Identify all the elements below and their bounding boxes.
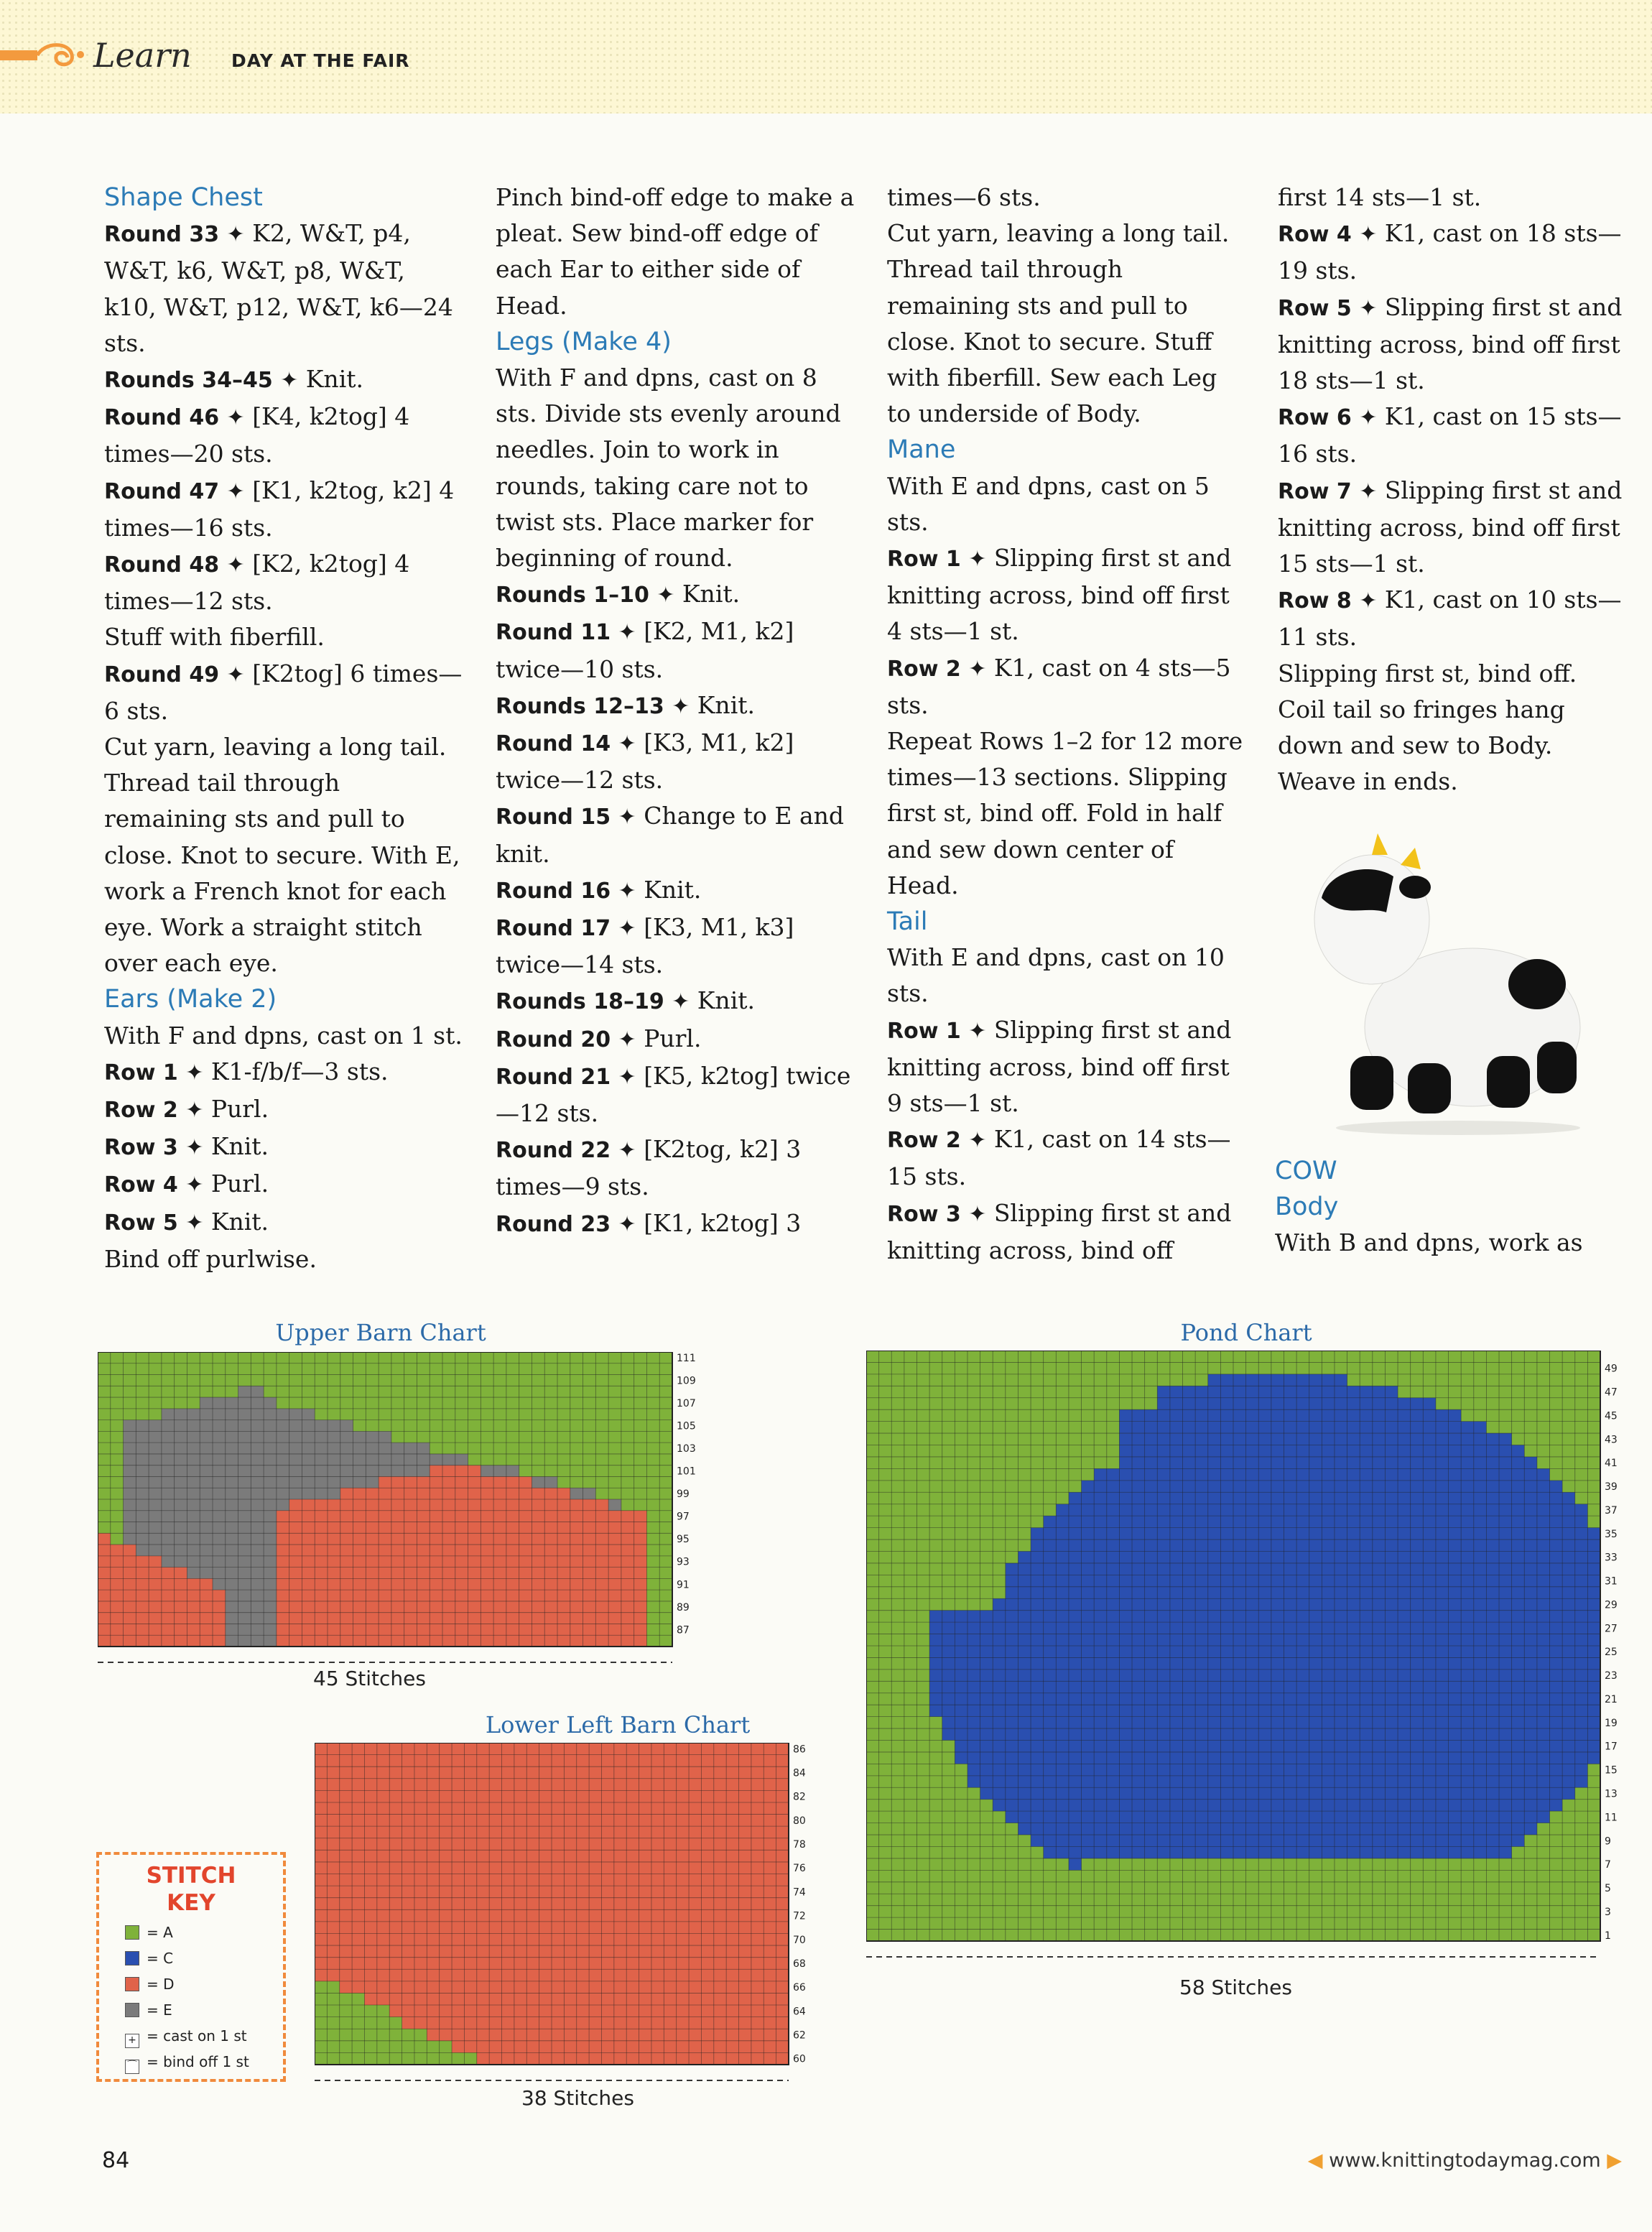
instruction-rounds-18-19: Rounds 18–19 ✦ Knit.	[496, 986, 755, 1015]
instruction-tail-end: Slipping first st, bind off. Coil tail so fringes hang down and sew to Body. Weave in ends.	[1278, 659, 1577, 796]
instruction-leg-finish: Cut yarn, leaving a long tail. Thread tail through remaining sts and pull to close. Knot to secure. Stuff with fiberfill. Sew each Leg to underside of Body.	[887, 219, 1230, 428]
row-label: 45	[1605, 1410, 1618, 1422]
row-label: 21	[1605, 1693, 1618, 1705]
row-label: 39	[1605, 1481, 1618, 1494]
row-label: 68	[793, 1958, 806, 1970]
instruction-tail-row-6: Row 6 ✦ K1, cast on 15 sts—16 sts.	[1278, 402, 1622, 468]
row-label: 49	[1605, 1363, 1618, 1375]
row-label: 31	[1605, 1575, 1618, 1588]
page-header	[0, 0, 1652, 114]
lower-left-barn-chart	[315, 1743, 832, 2095]
row-label: 17	[1605, 1741, 1618, 1753]
instruction-body-cast: With B and dpns, work as	[1275, 1228, 1583, 1257]
row-label: 93	[677, 1556, 690, 1568]
row-label: 109	[677, 1375, 696, 1387]
instruction-first-14: first 14 sts—1 st.	[1278, 183, 1482, 211]
instruction-tail-row-1: Row 1 ✦ Slipping first st and knitting across, bind off first 9 sts—1 st.	[887, 1015, 1232, 1118]
row-label: 27	[1605, 1623, 1618, 1635]
pond-chart	[866, 1351, 1639, 1983]
row-label: 37	[1605, 1504, 1618, 1516]
instruction-round-15: Round 15 ✦ Change to E and knit.	[496, 802, 845, 868]
pond-chart-title: Pond Chart	[1180, 1319, 1312, 1346]
instruction-row-1: Row 1 ✦ K1-f/b/f—3 sts.	[104, 1057, 389, 1085]
row-label: 95	[677, 1534, 690, 1546]
row-label: 62	[793, 2029, 806, 2042]
text-column-3	[887, 180, 1246, 1269]
instruction-legs-cast: With F and dpns, cast on 8 sts. Divide sts evenly around needles. Join to work in rounds, taking care not to twist sts. Place marker for beginning of round.	[496, 363, 841, 573]
instruction-finish-head: Cut yarn, leaving a long tail. Thread tail through remaining sts and pull to close. Knot to secure. With E, work a French knot for each eye. Work a straight stitch over each eye.	[104, 733, 460, 978]
row-label: 19	[1605, 1717, 1618, 1729]
text-column-4	[1278, 180, 1623, 800]
instruction-ears-cast: With F and dpns, cast on 1 st.	[104, 1021, 463, 1050]
upper-barn-stitch-count: 45 Stitches	[309, 1667, 430, 1690]
key-item-e: = E	[125, 2001, 172, 2019]
instruction-round-11: Round 11 ✦ [K2, M1, k2] twice—10 sts.	[496, 617, 794, 683]
row-label: 101	[677, 1465, 696, 1478]
instruction-tail-row-7: Row 7 ✦ Slipping first st and knitting across, bind off first 15 sts—1 st.	[1278, 476, 1623, 578]
instruction-bindoff: Bind off purlwise.	[104, 1244, 317, 1273]
row-label: 78	[793, 1839, 806, 1851]
row-label: 82	[793, 1791, 806, 1803]
instruction-row-5: Row 5 ✦ Knit.	[104, 1207, 269, 1236]
article-title: DAY AT THE FAIR	[231, 50, 410, 71]
instruction-round-16: Round 16 ✦ Knit.	[496, 875, 702, 904]
knitted-cow-photo	[1307, 819, 1609, 1135]
row-label: 103	[677, 1443, 696, 1455]
row-label: 89	[677, 1601, 690, 1613]
instruction-round-21: Round 21 ✦ [K5, k2tog] twice—12 sts.	[496, 1061, 851, 1128]
instruction-round-33: Round 33 ✦ K2, W&T, p4, W&T, k6, W&T, p8, W&T, k10, W&T, p12, W&T, k6—24 sts.	[104, 219, 453, 357]
row-label: 43	[1605, 1434, 1618, 1446]
instruction-round-22: Round 22 ✦ [K2tog, k2] 3 times—9 sts.	[496, 1135, 802, 1201]
row-label: 72	[793, 1910, 806, 1922]
cast-on-symbol-icon: +	[125, 2034, 139, 2048]
row-label: 64	[793, 2006, 806, 2018]
arrow-left-icon: ◀	[1307, 2149, 1330, 2172]
page-number: 84	[102, 2148, 130, 2173]
row-label: 3	[1605, 1906, 1611, 1918]
heading-tail: Tail	[887, 907, 928, 937]
key-item-bind-off: ⌒ = bind off 1 st	[125, 2053, 249, 2074]
row-label: 99	[677, 1488, 690, 1501]
cow-section	[1275, 1153, 1620, 1261]
lower-left-barn-stitch-count: 38 Stitches	[517, 2086, 639, 2110]
instruction-row-3: Row 3 ✦ Knit.	[104, 1132, 269, 1161]
text-column-2	[496, 180, 855, 1243]
row-label: 1	[1605, 1930, 1611, 1942]
row-label: 5	[1605, 1883, 1611, 1895]
website-url[interactable]: ◀ www.knittingtodaymag.com ▶	[1307, 2149, 1622, 2172]
row-label: 87	[677, 1624, 690, 1636]
instruction-times: times—6 sts.	[887, 183, 1041, 211]
upper-barn-chart-title: Upper Barn Chart	[275, 1319, 486, 1346]
row-label: 35	[1605, 1528, 1618, 1540]
instruction-round-49: Round 49 ✦ [K2tog] 6 times—6 sts.	[104, 659, 463, 725]
row-label: 91	[677, 1579, 690, 1591]
lower-left-barn-chart-title: Lower Left Barn Chart	[485, 1711, 751, 1738]
row-label: 84	[793, 1767, 806, 1779]
arrow-right-icon: ▶	[1600, 2149, 1622, 2172]
instruction-round-14: Round 14 ✦ [K3, M1, k2] twice—12 sts.	[496, 728, 794, 795]
row-label: 33	[1605, 1552, 1618, 1564]
row-label: 76	[793, 1863, 806, 1875]
text-column-1	[104, 180, 463, 1277]
row-label: 97	[677, 1511, 690, 1523]
upper-barn-chart	[98, 1352, 701, 1675]
row-label: 13	[1605, 1788, 1618, 1800]
instruction-pinch: Pinch bind-off edge to make a pleat. Sew bind-off edge of each Ear to either side of Head.	[496, 183, 855, 320]
instruction-tail-row-8: Row 8 ✦ K1, cast on 10 sts—11 sts.	[1278, 585, 1622, 652]
row-label: 7	[1605, 1859, 1611, 1871]
instruction-row-4: Row 4 ✦ Purl.	[104, 1170, 269, 1198]
instruction-row-2: Row 2 ✦ Purl.	[104, 1095, 269, 1124]
heading-shape-chest: Shape Chest	[104, 183, 263, 212]
instruction-rounds-12-13: Rounds 12–13 ✦ Knit.	[496, 690, 755, 719]
bind-off-symbol-icon: ⌒	[125, 2060, 139, 2074]
key-item-cast-on: + = cast on 1 st	[125, 2027, 247, 2048]
instruction-round-17: Round 17 ✦ [K3, M1, k3] twice—14 sts.	[496, 913, 794, 979]
instruction-mane-row-2: Row 2 ✦ K1, cast on 4 sts—5 sts.	[887, 653, 1231, 719]
heading-ears: Ears (Make 2)	[104, 985, 277, 1014]
instruction-mane-row-1: Row 1 ✦ Slipping first st and knitting across, bind off first 4 sts—1 st.	[887, 544, 1232, 646]
stitch-key-title: STITCH KEY	[146, 1863, 236, 1916]
instruction-tail-row-4: Row 4 ✦ K1, cast on 18 sts—19 sts.	[1278, 219, 1622, 285]
instruction-tail-row-3: Row 3 ✦ Slipping first st and knitting across, bind off	[887, 1198, 1232, 1264]
row-label: 66	[793, 1982, 806, 1994]
row-label: 25	[1605, 1647, 1618, 1659]
row-label: 86	[793, 1744, 806, 1756]
row-label: 80	[793, 1815, 806, 1827]
row-label: 107	[677, 1397, 696, 1409]
key-item-a: = A	[125, 1924, 173, 1941]
instruction-rounds-1-10: Rounds 1–10 ✦ Knit.	[496, 580, 741, 608]
row-label: 105	[677, 1420, 696, 1432]
pond-stitch-count: 58 Stitches	[1175, 1976, 1296, 1999]
instruction-round-47: Round 47 ✦ [K1, k2tog, k2] 4 times—16 sts.	[104, 476, 455, 542]
row-label: 9	[1605, 1835, 1611, 1848]
instruction-tail-row-2: Row 2 ✦ K1, cast on 14 sts—15 sts.	[887, 1125, 1231, 1191]
row-label: 29	[1605, 1599, 1618, 1611]
section-learn-label: Learn	[93, 36, 192, 75]
key-item-c: = C	[125, 1950, 173, 1967]
instruction-stuff: Stuff with fiberfill.	[104, 623, 325, 652]
row-label: 111	[677, 1352, 696, 1364]
stitch-key	[96, 1852, 286, 2082]
instruction-round-48: Round 48 ✦ [K2, k2tog] 4 times—12 sts.	[104, 550, 410, 616]
row-label: 41	[1605, 1458, 1618, 1470]
row-label: 47	[1605, 1386, 1618, 1399]
row-label: 60	[793, 2053, 806, 2065]
heading-mane: Mane	[887, 435, 956, 465]
row-label: 23	[1605, 1670, 1618, 1682]
heading-body: Body	[1275, 1193, 1339, 1222]
instruction-mane-cast: With E and dpns, cast on 5 sts.	[887, 471, 1210, 536]
instruction-round-46: Round 46 ✦ [K4, k2tog] 4 times—20 sts.	[104, 402, 410, 468]
row-label: 15	[1605, 1764, 1618, 1777]
instruction-round-20: Round 20 ✦ Purl.	[496, 1024, 702, 1052]
heading-cow: COW	[1275, 1157, 1337, 1185]
instruction-round-23: Round 23 ✦ [K1, k2tog] 3	[496, 1208, 802, 1237]
instruction-tail-row-5: Row 5 ✦ Slipping first st and knitting across, bind off first 18 sts—1 st.	[1278, 292, 1623, 395]
heading-legs: Legs (Make 4)	[496, 327, 672, 356]
instruction-tail-cast: With E and dpns, cast on 10 sts.	[887, 943, 1225, 1008]
instruction-mane-repeat: Repeat Rows 1–2 for 12 more times—13 sections. Slipping first st, bind off. Fold in half and sew down center of Head.	[887, 727, 1243, 899]
row-label: 70	[793, 1934, 806, 1946]
key-item-d: = D	[125, 1976, 175, 1993]
swirl-ornament-icon	[0, 37, 92, 73]
instruction-rounds-34-45: Rounds 34–45 ✦ Knit.	[104, 365, 363, 394]
row-label: 11	[1605, 1812, 1618, 1824]
row-label: 74	[793, 1886, 806, 1899]
